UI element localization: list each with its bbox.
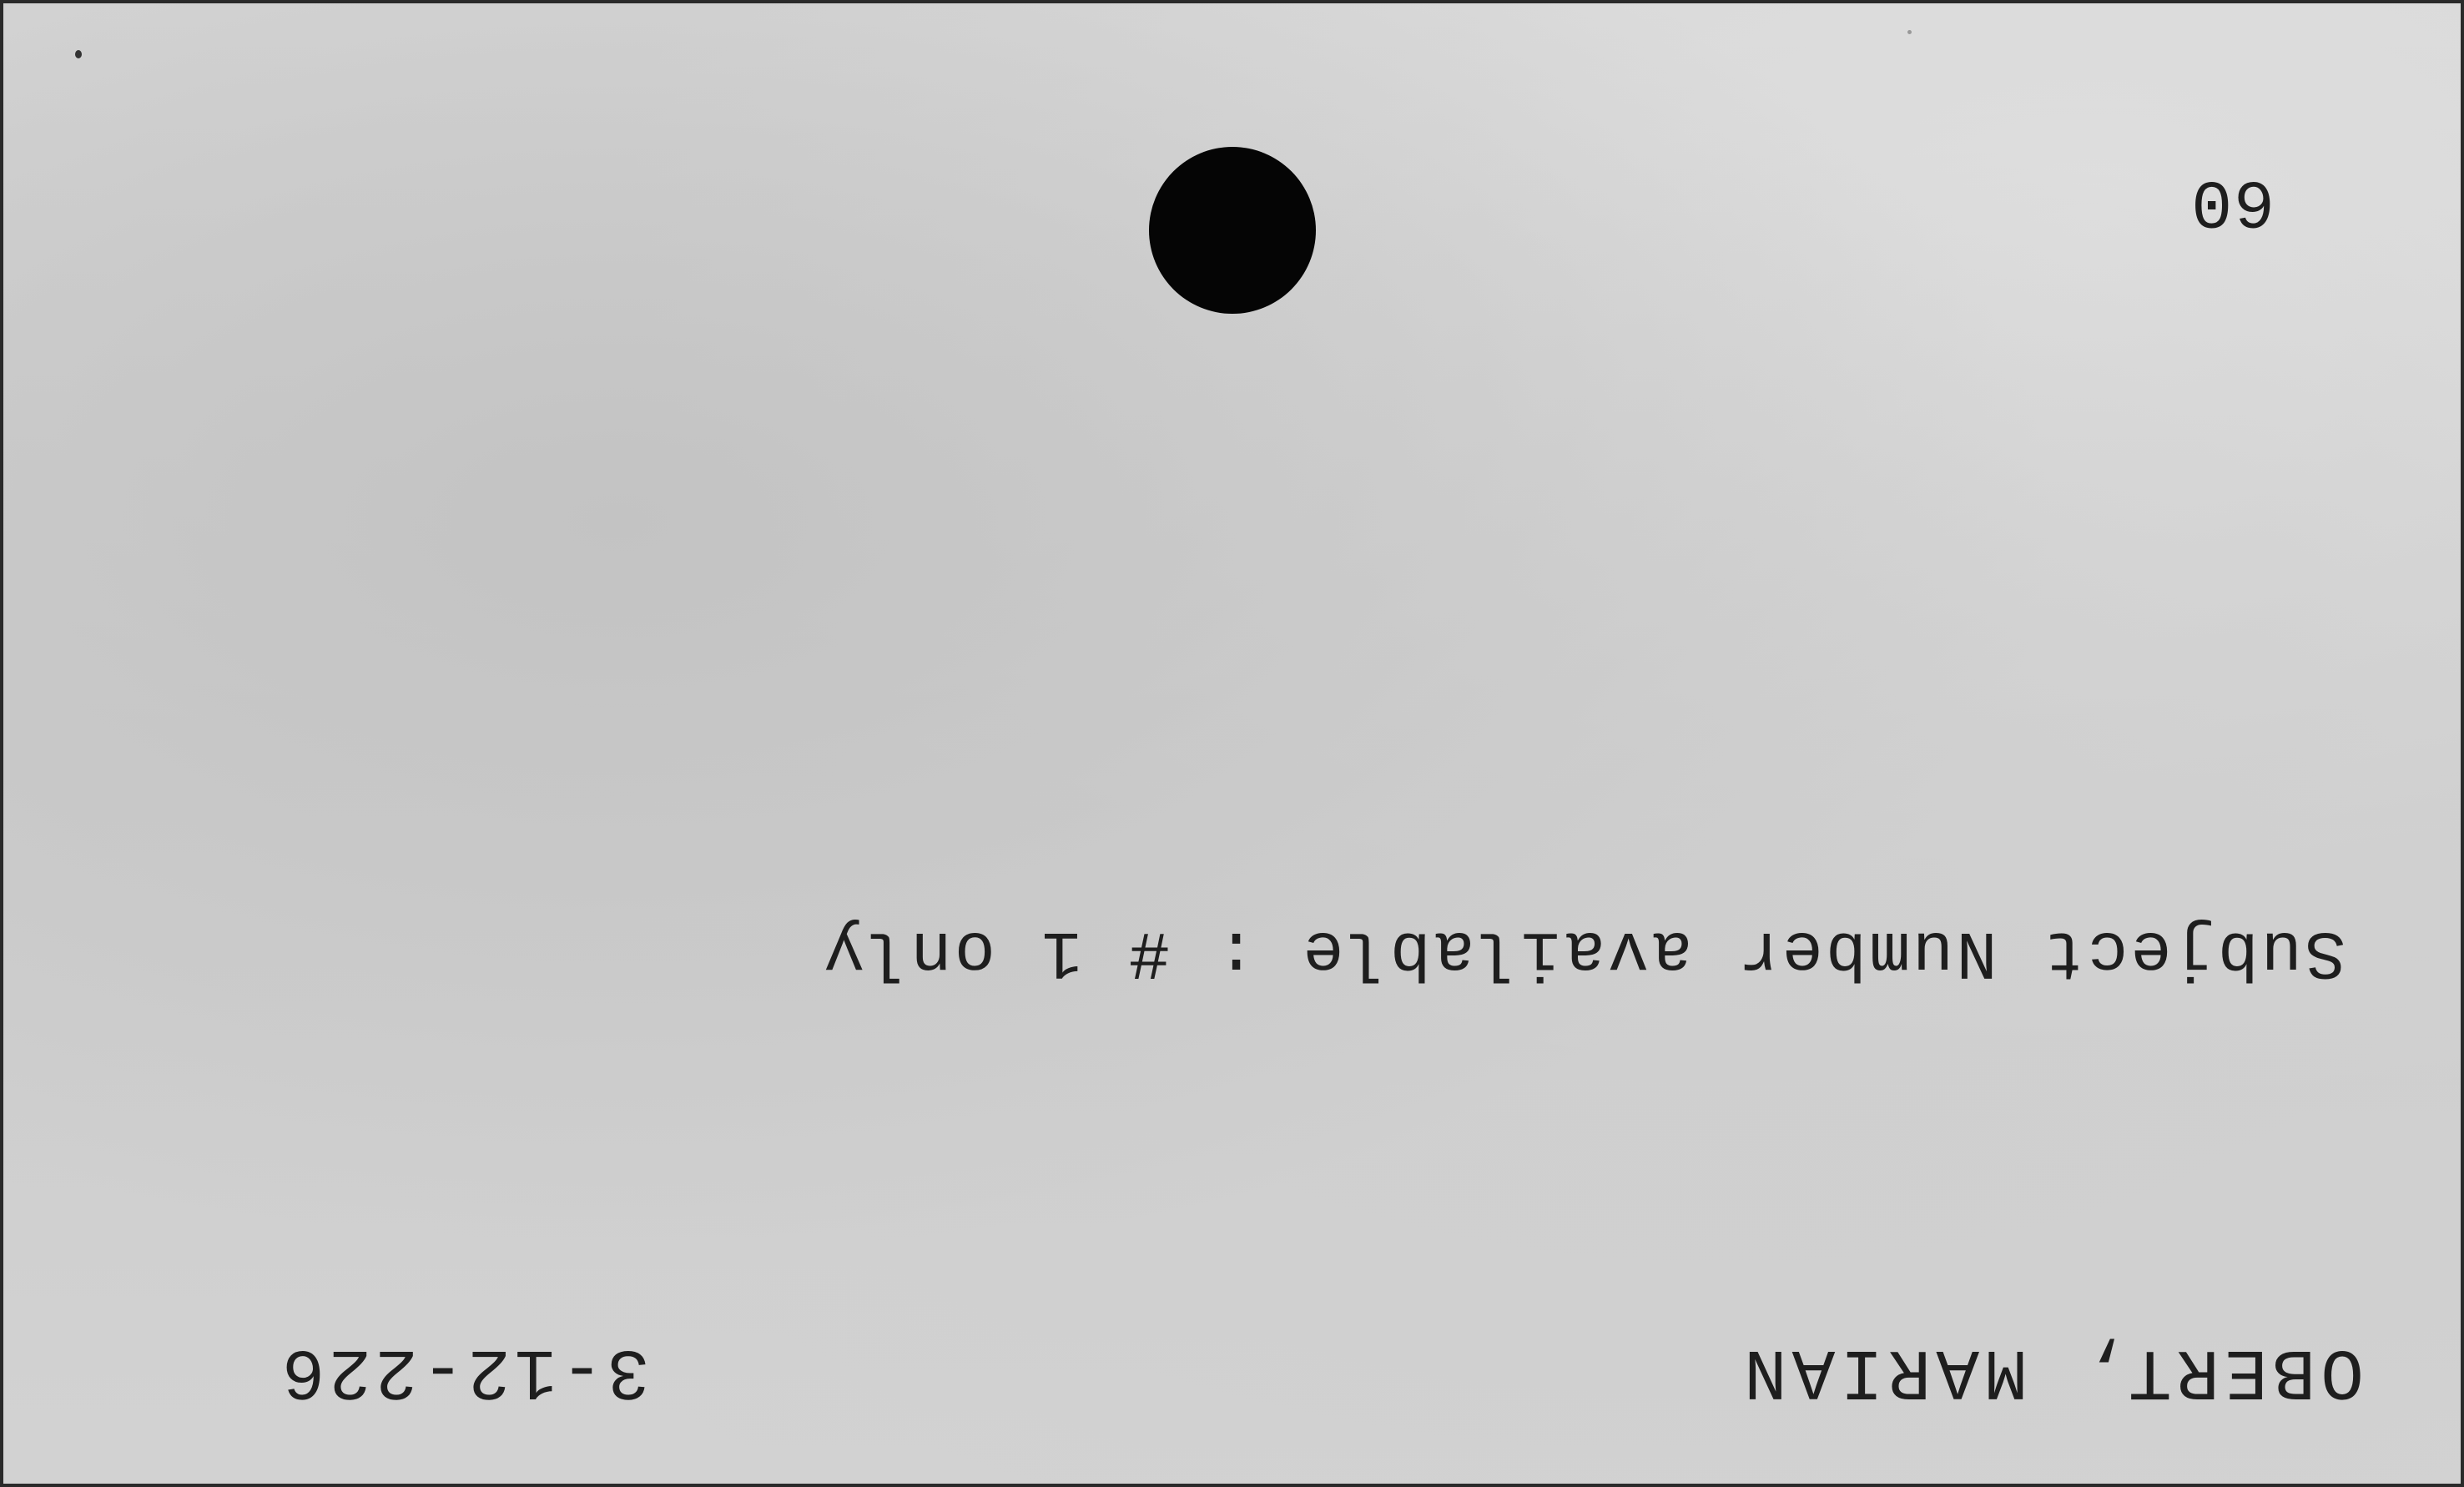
punch-hole [1149, 147, 1316, 314]
subject-number-line: Subject Number available : # 1 only [821, 913, 2346, 990]
person-name: OBERT, MARIAN [1739, 1330, 2364, 1412]
paper-speck [1907, 30, 1912, 34]
file-code: 3-12-226 [279, 1330, 650, 1412]
card-number: 60 [2189, 162, 2275, 239]
ink-speck [75, 50, 82, 58]
